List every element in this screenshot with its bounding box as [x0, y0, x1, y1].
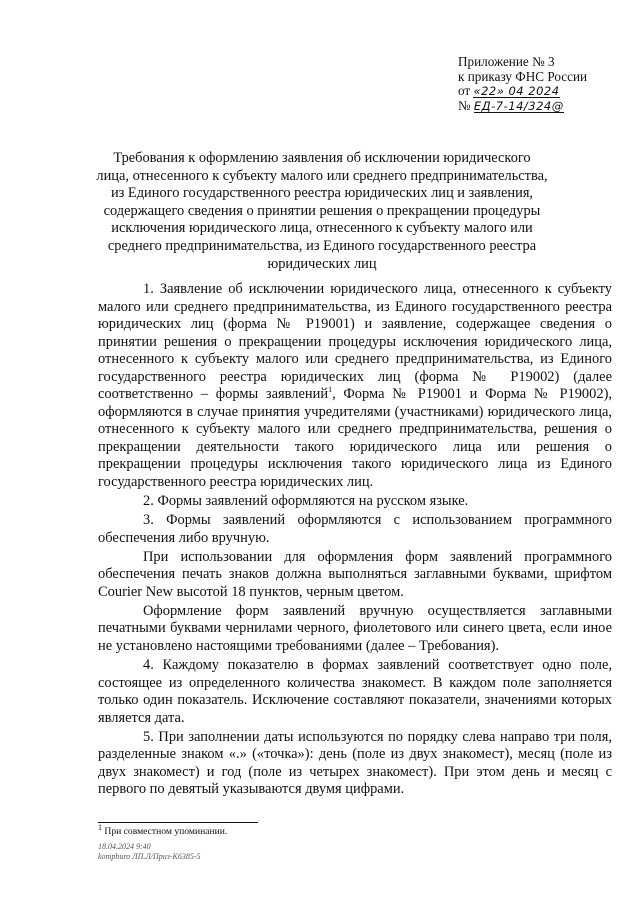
paragraph-1: [98, 281, 612, 492]
paragraph-2: 2. Формы заявлений оформляются на русском языке.: [143, 493, 469, 510]
paragraph-5: 5. При заполнении даты используются по порядку слева направо три поля, разделенные знаком «.» («точка»): день (поле из двух знакомест), месяц (поле из двух знакомест) и год (поле из четырех знакомест). При этом день и месяц с первого по девятый указываются двумя цифрами.: [98, 728, 612, 798]
appendix-date-line: [458, 84, 587, 99]
document-body: [98, 281, 612, 800]
print-stamp-datetime: 18.04.2024 9:40: [98, 842, 151, 851]
print-stamp: [98, 842, 201, 861]
paragraph-1-part2: , Форма № Р19001 и Форма № Р19002), оформляются в случае принятия учредителями (участниками) юридического лица, отнесенного к субъекту малого или среднего предпринимательства, решения о прекращении деятельности такого юридического лица или решения о прекращении процедуры исключения такого юридического лица из Единого государственного реестра юридических лиц.: [98, 386, 612, 491]
footnote: [98, 822, 228, 838]
document-title: Требования к оформлению заявления об исключении юридического лица, отнесенного к субъекту малого или среднего предпринимательства, из Единого государственного реестра юридических лиц и заявления, содержащего сведения о принятии решения о прекращении процедуры исключения юридического лица, отнесенного к субъекту малого или среднего предпринимательства, из Единого государственного реестра юридических лиц: [96, 150, 548, 272]
footnote-reference: 1: [328, 385, 333, 395]
paragraph-4: 4. Каждому показателю в формах заявлений соответствует одно поле, состоящее из определенного количества знакомест. В каждом поле заполняется только один показатель. Исключение составляют показатели, значениями которых является дата.: [98, 656, 612, 726]
appendix-date-prefix: от: [458, 83, 471, 99]
footnote-text: При совместном упоминании.: [104, 826, 228, 837]
appendix-number-line: [458, 99, 587, 114]
appendix-header: [458, 55, 587, 113]
appendix-number-prefix: №: [458, 97, 471, 113]
paragraph-3b: При использовании для оформления форм заявлений программного обеспечения печать знаков должна выполняться заглавными буквами, шрифтом Courier New высотой 18 пунктов, черным цветом.: [98, 548, 612, 600]
print-stamp-path: kompburo ЛП.Л/Приз-К6385-5: [98, 851, 201, 861]
footnote-divider: [98, 822, 258, 823]
paragraph-1-part1: 1. Заявление об исключении юридического лица, отнесенного к субъекту малого или среднего предпринимательства, из Единого государственного реестра юридических лиц (форма № Р19001) и заявление, содержащее сведения о принятии решения о прекращении процедуры исключения юридического лица, отнесенного к субъекту малого или среднего предпринимательства, из Единого государственного реестра юридических лиц (форма № Р19002) (далее соответственно – формы заявлений: [98, 281, 612, 403]
appendix-line1: Приложение № 3: [458, 54, 555, 69]
paragraph-3c: Оформление форм заявлений вручную осуществляется заглавными печатными буквами чернилами черного, фиолетового или синего цвета, если иное не установлено настоящими требованиями (далее – Требования).: [98, 602, 612, 654]
appendix-number-handwritten: ЕД-7-14/324@: [473, 98, 564, 113]
appendix-line2: к приказу ФНС России: [458, 68, 588, 84]
appendix-date-handwritten: «22» 04 2024: [473, 84, 560, 99]
footnote-mark: 1: [98, 822, 102, 832]
paragraph-3: 3. Формы заявлений оформляются с использованием программного обеспечения либо вручную.: [98, 512, 612, 546]
